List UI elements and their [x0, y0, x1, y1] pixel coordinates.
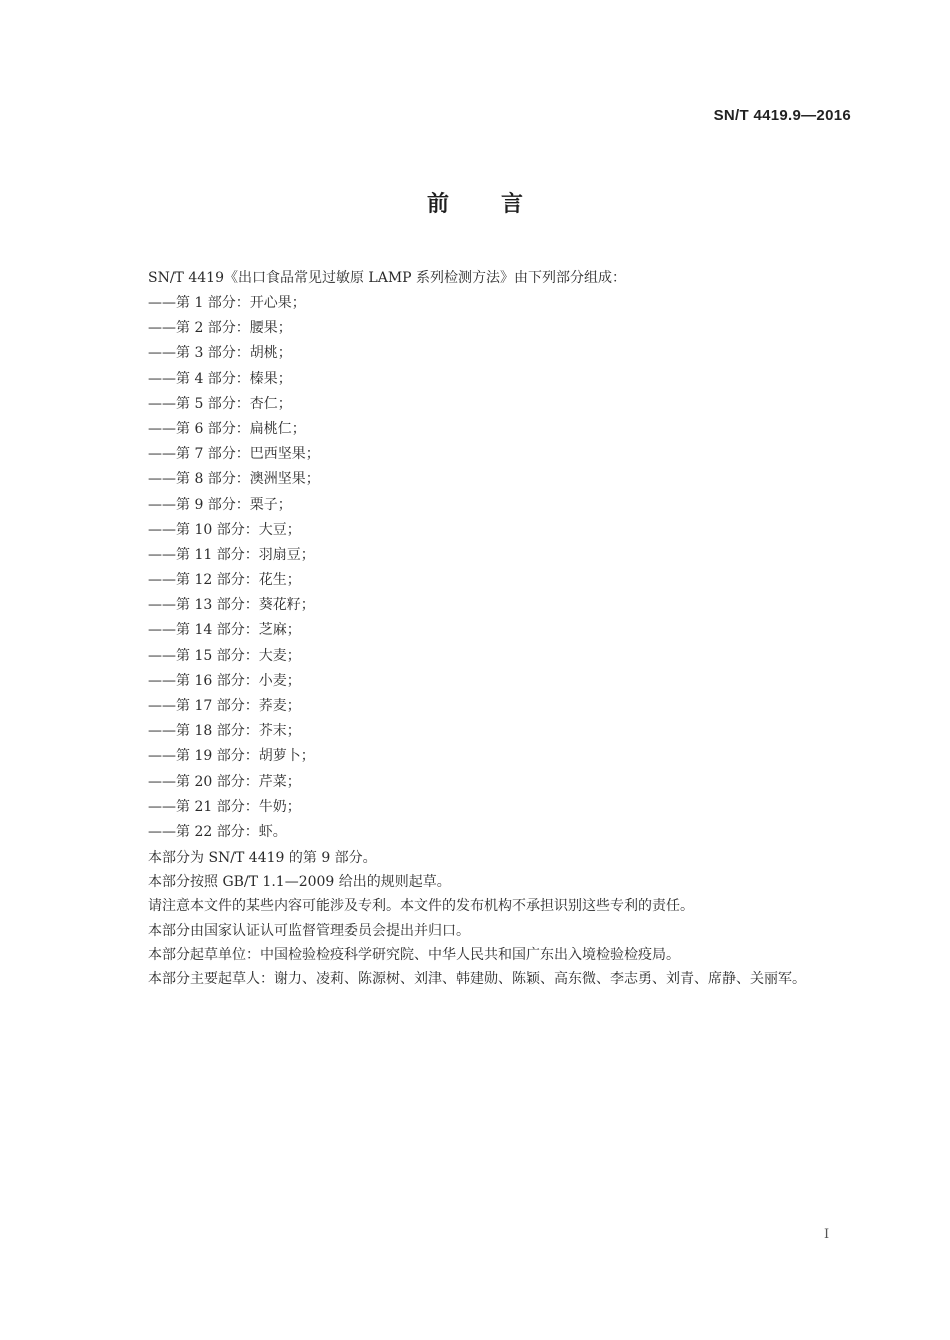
list-item: ——第 10 部分：大豆；: [148, 521, 301, 538]
intro-paragraph: SN/T 4419《出口食品常见过敏原 LAMP 系列检测方法》由下列部分组成：: [148, 270, 627, 286]
list-item: ——第 17 部分：荞麦；: [148, 698, 301, 714]
list-item: ——第 7 部分：巴西坚果；: [148, 446, 320, 463]
list-item: ——第 9 部分：栗子；: [148, 496, 292, 513]
document-code: SN/T 4419.9—2016: [713, 107, 851, 124]
list-item: ——第 3 部分：胡桃；: [148, 345, 292, 362]
list-item: ——第 21 部分：牛奶；: [148, 798, 301, 815]
paragraph-proposer: 本部分由国家认证认可监督管理委员会提出并归口。: [148, 922, 470, 939]
page-number: I: [824, 1227, 830, 1242]
paragraph-part-number: 本部分为 SN/T 4419 的第 9 部分。: [148, 850, 377, 866]
list-item: ——第 18 部分：芥末；: [148, 723, 301, 740]
list-item: ——第 19 部分：胡萝卜；: [148, 748, 315, 765]
list-item: ——第 8 部分：澳洲坚果；: [148, 471, 320, 488]
list-item: ——第 15 部分：大麦；: [148, 647, 301, 664]
list-item: ——第 14 部分：芝麻；: [148, 622, 301, 639]
list-item: ——第 12 部分：花生；: [148, 572, 301, 589]
list-item: ——第 22 部分：虾。: [148, 823, 287, 840]
list-item: ——第 6 部分：扁桃仁；: [148, 420, 306, 437]
list-item: ——第 4 部分：榛果；: [148, 370, 292, 387]
paragraph-drafting-rules: 本部分按照 GB/T 1.1—2009 给出的规则起草。: [148, 874, 451, 891]
paragraph-drafting-units: 本部分起草单位：中国检验检疫科学研究院、中华人民共和国广东出入境检验检疫局。: [148, 946, 680, 963]
list-item: ——第 11 部分：羽扇豆；: [148, 546, 315, 563]
paragraph-patent-notice: 请注意本文件的某些内容可能涉及专利。本文件的发布机构不承担识别这些专利的责任。: [148, 898, 694, 915]
parts-list: [148, 291, 320, 845]
page-title: 前言: [426, 192, 575, 217]
paragraph-drafters: 本部分主要起草人：谢力、凌莉、陈源树、刘津、韩建勋、陈颖、高东微、李志勇、刘青、席静、关丽军。: [148, 970, 806, 987]
list-item: ——第 5 部分：杏仁；: [148, 395, 292, 412]
list-item: ——第 1 部分：开心果；: [148, 295, 306, 311]
list-item: ——第 2 部分：腰果；: [148, 320, 292, 337]
list-item: ——第 13 部分：葵花籽；: [148, 597, 315, 614]
list-item: ——第 20 部分：芹菜；: [148, 773, 301, 790]
list-item: ——第 16 部分：小麦；: [148, 672, 301, 689]
body-paragraphs: [148, 846, 806, 991]
